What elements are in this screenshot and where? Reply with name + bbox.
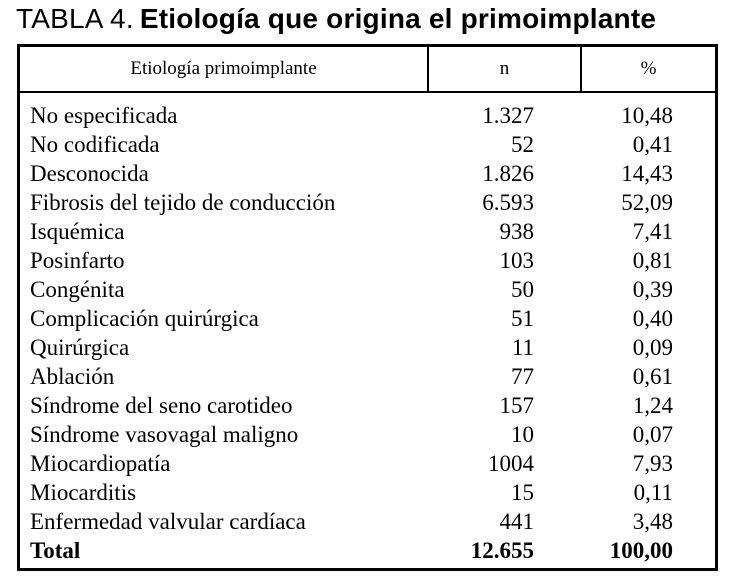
table-row: [20, 159, 715, 188]
row-n-value: 10: [511, 422, 534, 447]
table-caption-title: Etiología que origina el primoimplante: [139, 3, 657, 34]
table-row: [20, 420, 715, 449]
row-n-value: 52: [511, 132, 534, 157]
row-label: Fibrosis del tejido de conducción: [30, 190, 336, 215]
table-row: [20, 362, 715, 391]
row-n-value: 1004: [488, 451, 534, 476]
table-row: [20, 130, 715, 159]
row-label: No especificada: [30, 103, 178, 128]
row-label: Congénita: [30, 277, 125, 302]
table-caption: [16, 3, 656, 35]
table-row: [20, 275, 715, 304]
table-row: [20, 478, 715, 507]
row-pct-value: 1,24: [632, 393, 673, 418]
table-row: [20, 188, 715, 217]
row-label: Isquémica: [30, 219, 125, 244]
column-header-etiologia: Etiología primoimplante: [130, 58, 317, 79]
row-label: Complicación quirúrgica: [30, 306, 259, 331]
row-pct-value: 0,40: [632, 306, 673, 331]
row-n-value: 77: [511, 364, 534, 389]
row-n-value: 51: [511, 306, 534, 331]
row-n-value: 938: [499, 219, 534, 244]
row-n-value: 441: [499, 509, 534, 534]
row-label: Miocardiopatía: [30, 451, 171, 476]
row-n-value: 6.593: [482, 190, 534, 215]
row-pct-value: 0,39: [632, 277, 673, 302]
etiology-table: [17, 44, 718, 571]
row-n-value: 12.655: [470, 538, 534, 563]
row-n-value: 50: [511, 277, 534, 302]
row-pct-value: 3,48: [632, 509, 673, 534]
row-pct-value: 0,41: [632, 132, 673, 157]
row-n-value: 1.327: [482, 103, 534, 128]
row-pct-value: 52,09: [621, 190, 673, 215]
row-label: Ablación: [30, 364, 115, 389]
table-caption-number: TABLA 4.: [16, 3, 134, 34]
row-pct-value: 0,09: [632, 335, 673, 360]
row-label: Enfermedad valvular cardíaca: [30, 509, 306, 534]
row-pct-value: 100,00: [609, 538, 673, 563]
table-total-row: [20, 536, 715, 565]
table-row: [20, 101, 715, 130]
table-row: [20, 304, 715, 333]
row-pct-value: 14,43: [621, 161, 673, 186]
row-n-value: 103: [499, 248, 534, 273]
row-label: Miocarditis: [30, 480, 137, 505]
row-label: No codificada: [30, 132, 160, 157]
table-row: [20, 507, 715, 536]
table-row: [20, 449, 715, 478]
row-pct-value: 0,81: [632, 248, 673, 273]
column-header-n: n: [427, 47, 580, 91]
table-header-row: [20, 47, 715, 93]
row-label: Posinfarto: [30, 248, 125, 273]
row-n-value: 11: [511, 335, 534, 360]
row-label: Total: [30, 538, 81, 563]
row-pct-value: 7,41: [632, 219, 673, 244]
table-row: [20, 391, 715, 420]
table-row: [20, 246, 715, 275]
row-pct-value: 0,07: [632, 422, 673, 447]
row-pct-value: 0,61: [632, 364, 673, 389]
row-n-value: 1.826: [482, 161, 534, 186]
table-body: [20, 93, 715, 568]
row-n-value: 157: [499, 393, 534, 418]
row-label: Síndrome del seno carotideo: [30, 393, 293, 418]
row-label: Síndrome vasovagal maligno: [30, 422, 299, 447]
table-row: [20, 217, 715, 246]
row-label: Quirúrgica: [30, 335, 130, 360]
row-pct-value: 10,48: [621, 103, 673, 128]
row-n-value: 15: [511, 480, 534, 505]
column-header-pct: %: [580, 47, 715, 91]
row-pct-value: 7,93: [632, 451, 673, 476]
row-label: Desconocida: [30, 161, 149, 186]
table-row: [20, 333, 715, 362]
row-pct-value: 0,11: [633, 480, 673, 505]
